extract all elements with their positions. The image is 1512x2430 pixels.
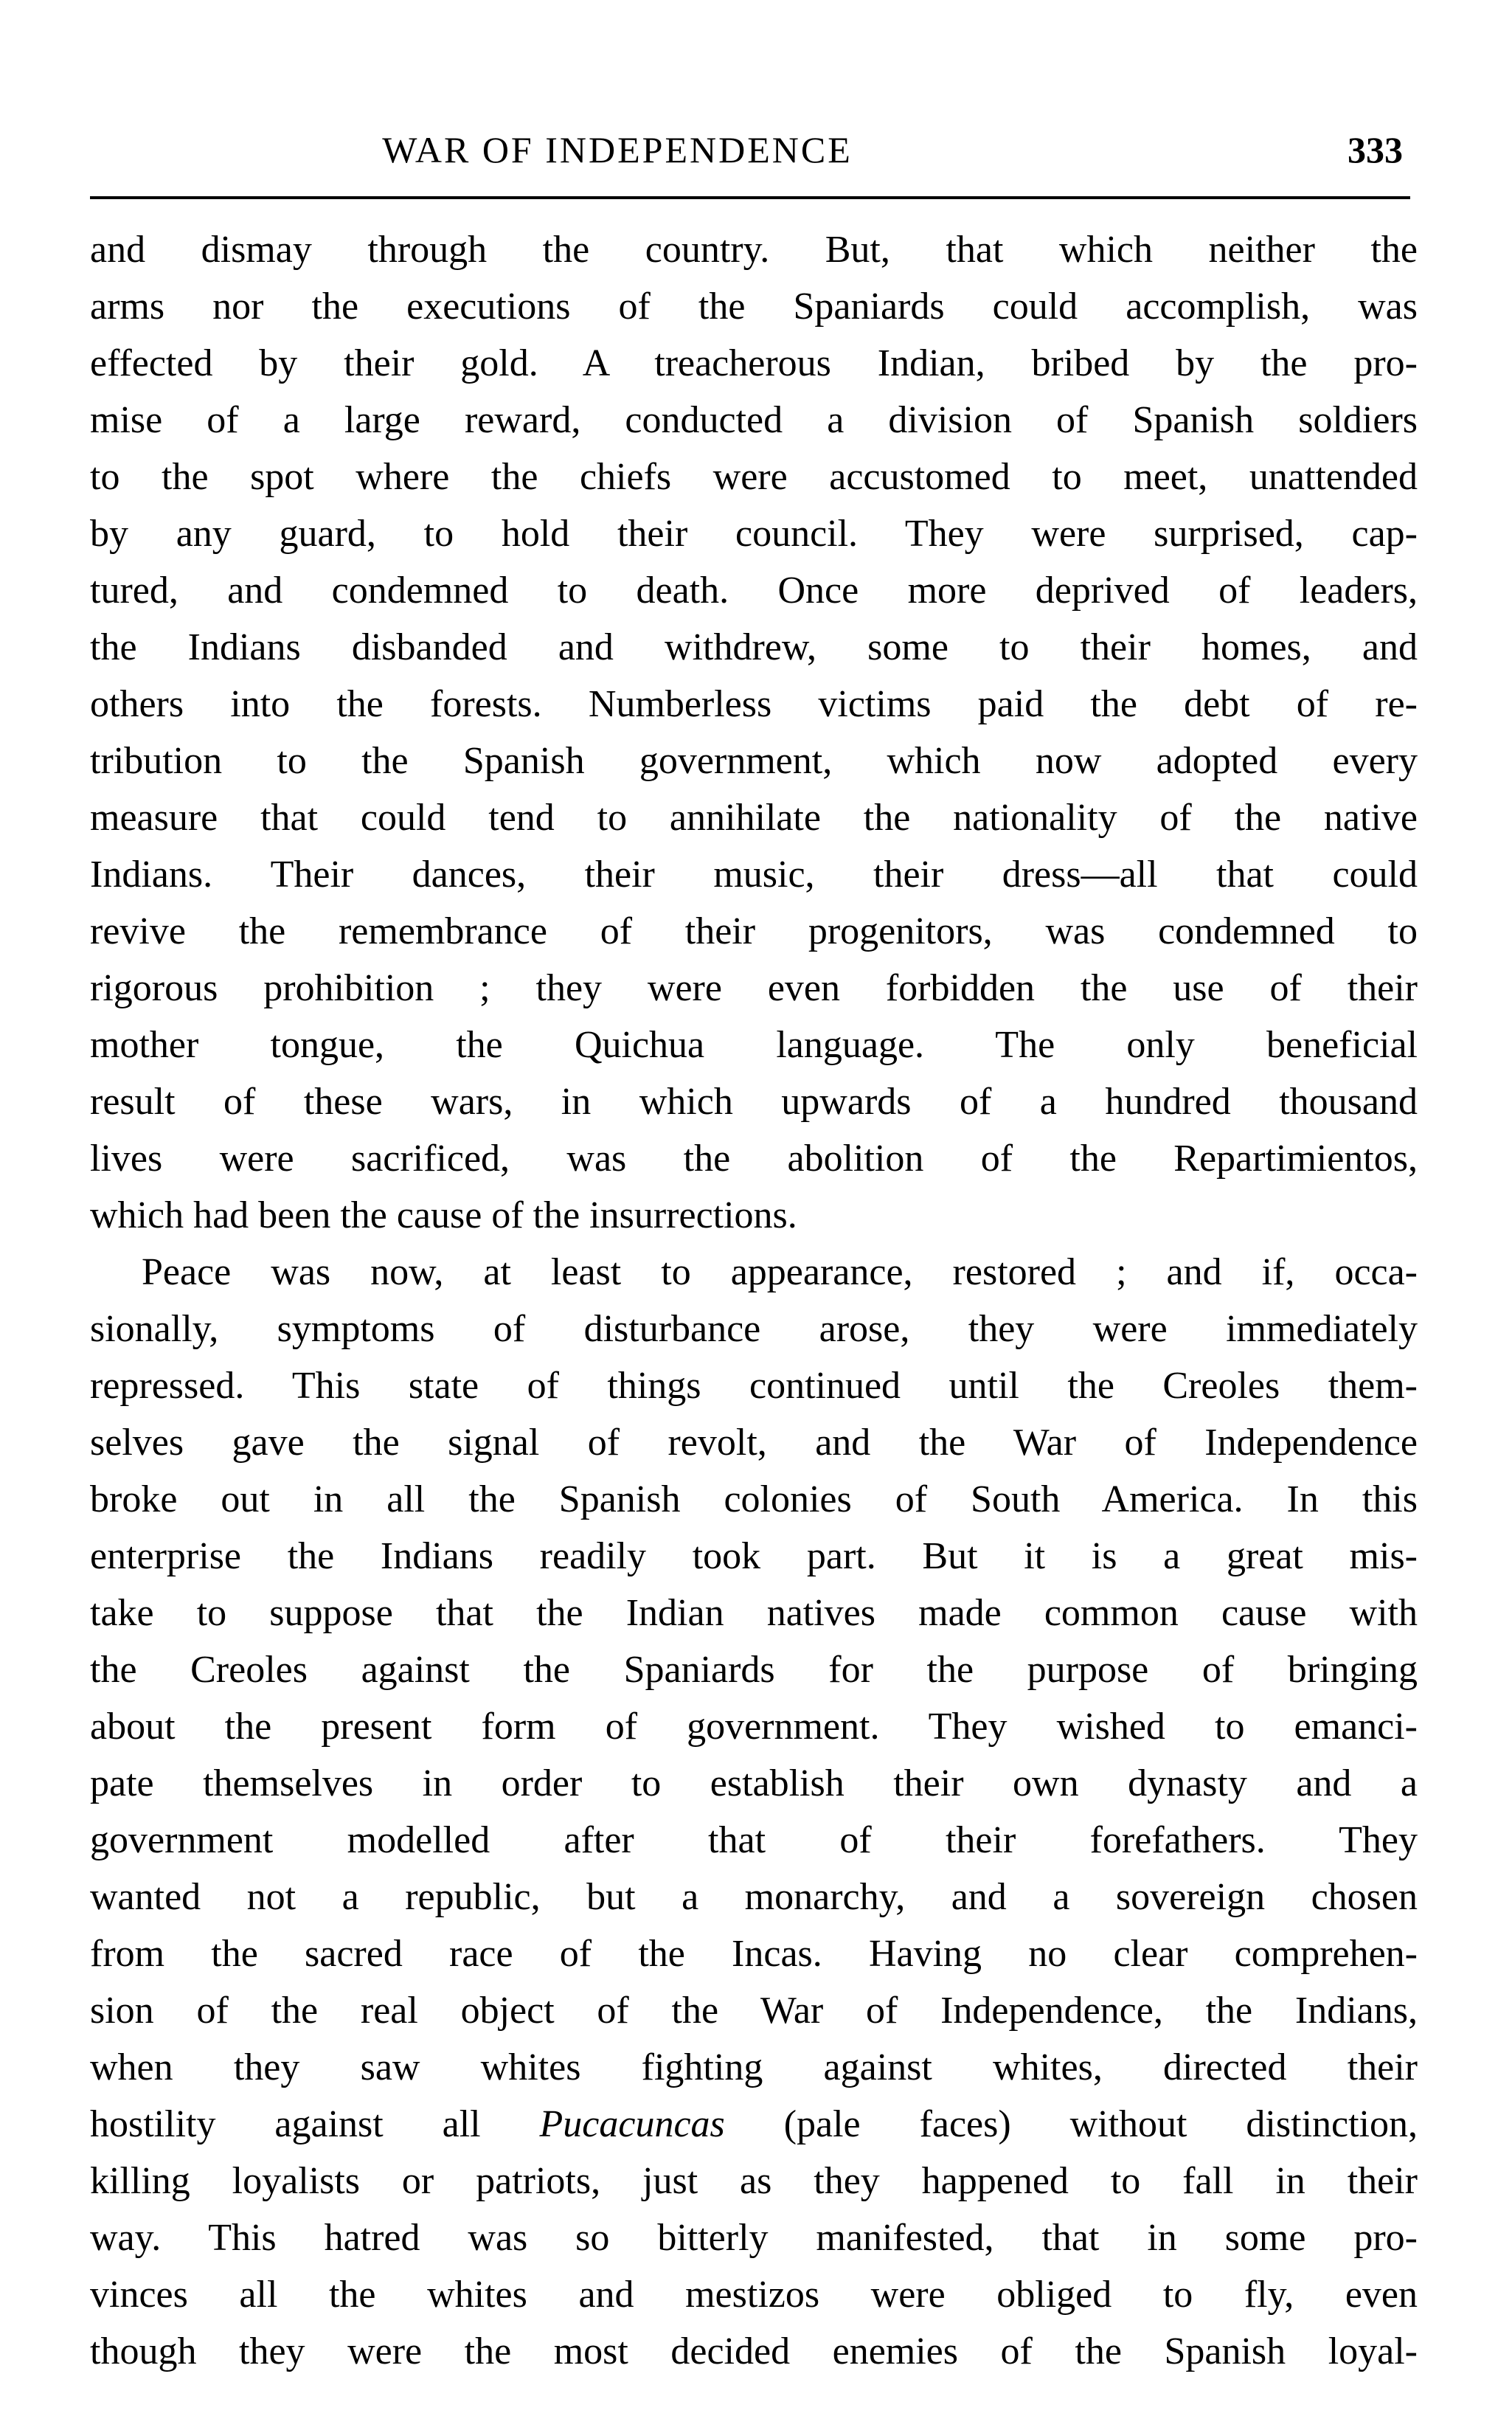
text-line: killing loyalists or patriots, just as they happened to fall in their <box>90 2160 1418 2202</box>
text-line: and dismay through the country. But, that which neither the <box>90 229 1418 271</box>
paragraph-start-line: Peace was now, at least to appearance, restored ; and if, occa- <box>142 1251 1418 1293</box>
text-line: pate themselves in order to establish their own dynasty and a <box>90 1762 1418 1804</box>
text-line: revive the remembrance of their progenitors, was condemned to <box>90 910 1418 952</box>
body-text <box>90 221 1418 2380</box>
text-line: rigorous prohibition ; they were even forbidden the use of their <box>90 967 1418 1009</box>
text-line: by any guard, to hold their council. They were surprised, cap- <box>90 513 1418 555</box>
text-line: measure that could tend to annihilate the nationality of the native <box>90 797 1418 839</box>
text-line: mise of a large reward, conducted a division of Spanish soldiers <box>90 399 1418 441</box>
text-line: repressed. This state of things continued until the Creoles them- <box>90 1365 1418 1407</box>
text-line: effected by their gold. A treacherous Indian, bribed by the pro- <box>90 342 1418 384</box>
line-text-post: (pale faces) without distinction, <box>724 2103 1418 2145</box>
text-line: broke out in all the Spanish colonies of South America. In this <box>90 1478 1418 1520</box>
text-line-with-italic <box>90 2096 1418 2153</box>
text-line: tured, and condemned to death. Once more deprived of leaders, <box>90 570 1418 612</box>
text-line: mother tongue, the Quichua language. The only beneficial <box>90 1024 1418 1066</box>
text-line: about the present form of government. They wished to emanci- <box>90 1706 1418 1748</box>
text-line: selves gave the signal of revolt, and the War of Independence <box>90 1422 1418 1464</box>
italic-term: Pucacuncas <box>539 2103 725 2145</box>
text-line: the Indians disbanded and withdrew, some to their homes, and <box>90 626 1418 668</box>
text-line: sionally, symptoms of disturbance arose, they were immediately <box>90 1308 1418 1350</box>
text-line: to the spot where the chiefs were accustomed to meet, unattended <box>90 456 1418 498</box>
text-line: result of these wars, in which upwards of a hundred thousand <box>90 1081 1418 1123</box>
text-line: arms nor the executions of the Spaniards could accomplish, was <box>90 285 1418 328</box>
line-text-pre: hostility against all <box>90 2103 540 2145</box>
text-line: government modelled after that of their forefathers. They <box>90 1819 1418 1861</box>
text-line: though they were the most decided enemies of the Spanish loyal- <box>90 2330 1418 2372</box>
text-line: enterprise the Indians readily took part. But it is a great mis- <box>90 1535 1418 1577</box>
running-head <box>90 124 1418 176</box>
text-line: lives were sacrificed, was the abolition of the Repartimientos, <box>90 1138 1418 1180</box>
text-line: the Creoles against the Spaniards for the purpose of bringing <box>90 1649 1418 1691</box>
header-rule <box>90 196 1410 199</box>
text-line: tribution to the Spanish government, which now adopted every <box>90 740 1418 782</box>
text-line: others into the forests. Numberless victims paid the debt of re- <box>90 683 1418 725</box>
paragraph-end-line: which had been the cause of the insurrections. <box>90 1194 797 1236</box>
running-title: WAR OF INDEPENDENCE <box>382 129 853 170</box>
text-line: way. This hatred was so bitterly manifested, that in some pro- <box>90 2217 1418 2259</box>
text-line: from the sacred race of the Incas. Having no clear comprehen- <box>90 1933 1418 1975</box>
text-line: wanted not a republic, but a monarchy, and a sovereign chosen <box>90 1876 1418 1918</box>
text-line: Indians. Their dances, their music, their dress—all that could <box>90 854 1418 896</box>
text-line: sion of the real object of the War of Independence, the Indians, <box>90 1990 1418 2032</box>
text-line: take to suppose that the Indian natives made common cause with <box>90 1592 1418 1634</box>
text-line: vinces all the whites and mestizos were obliged to fly, even <box>90 2274 1418 2316</box>
text-line: when they saw whites fighting against whites, directed their <box>90 2046 1418 2088</box>
page-number: 333 <box>1348 129 1403 170</box>
